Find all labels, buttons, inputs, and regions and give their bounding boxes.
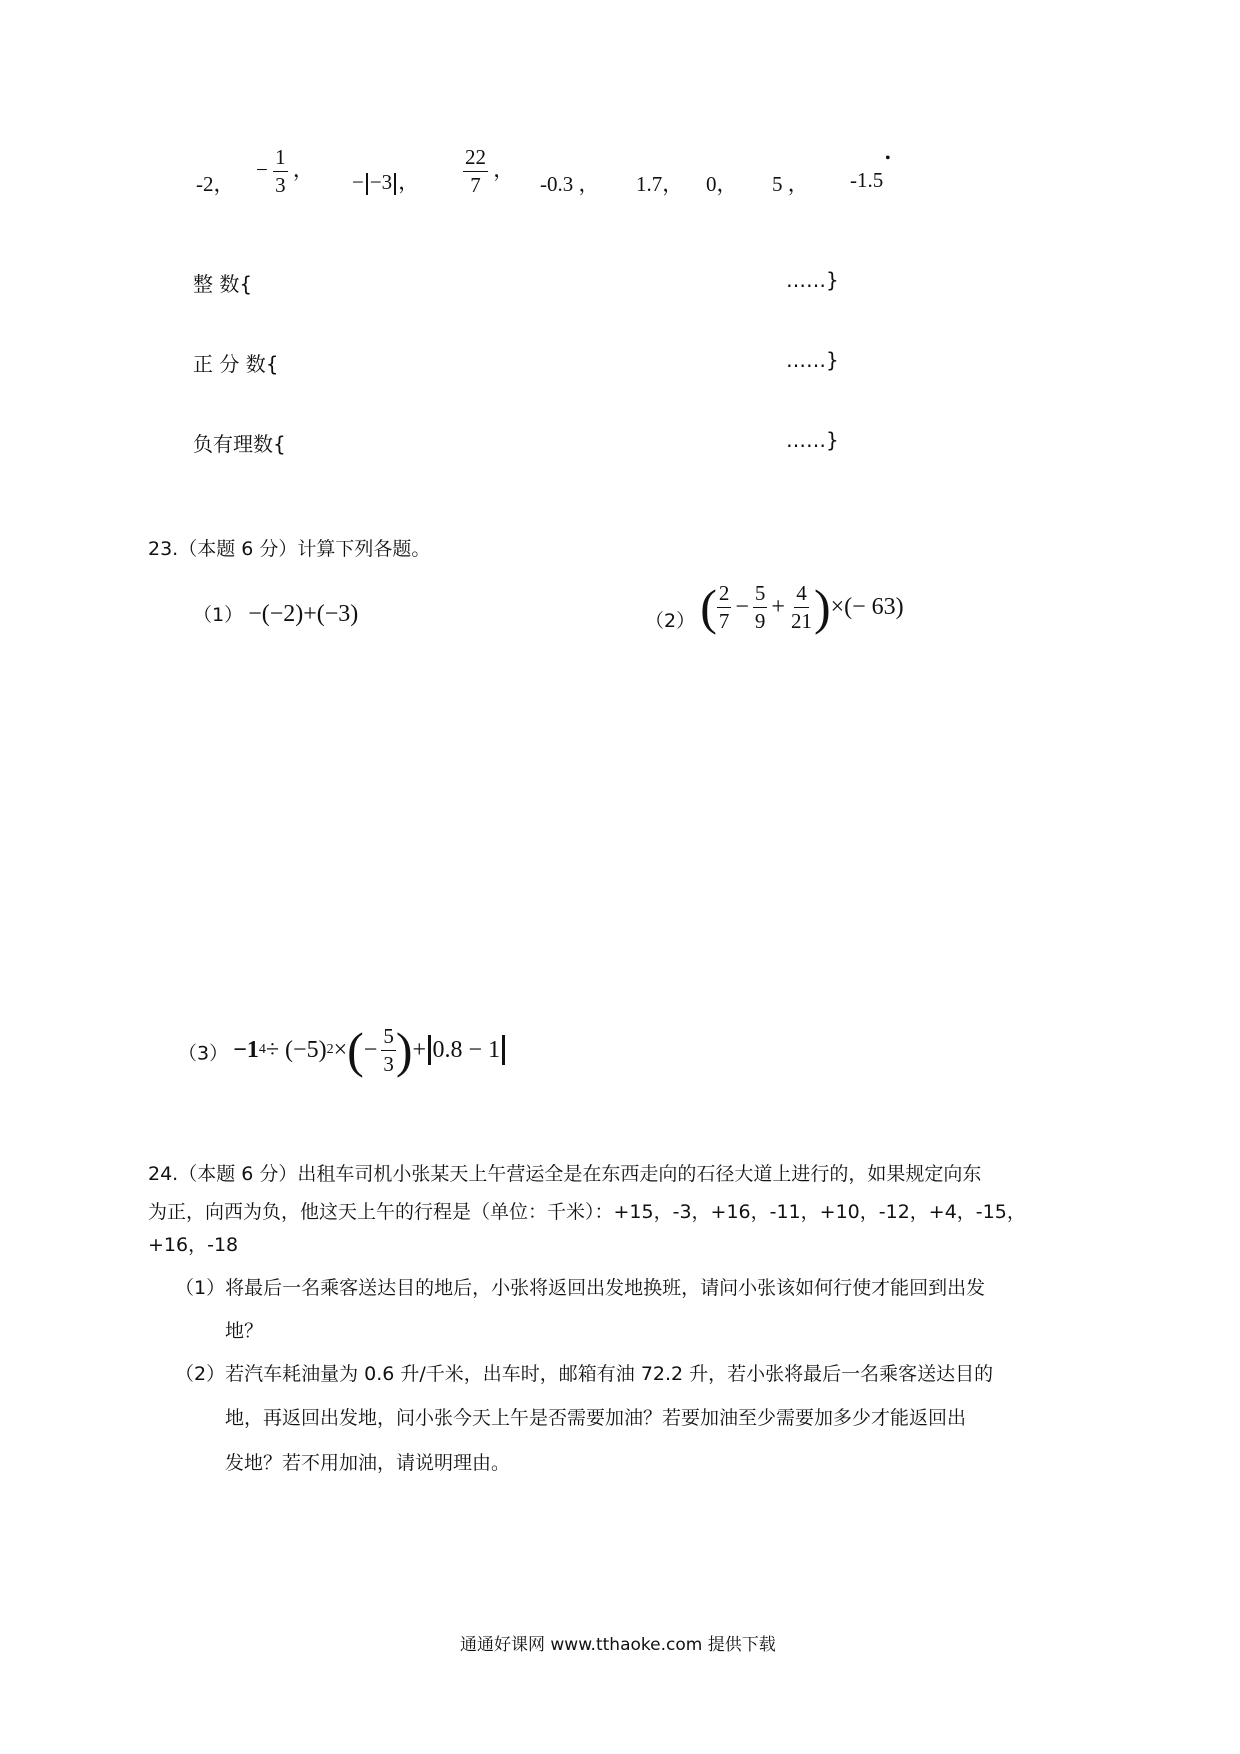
number-item: 0， (706, 172, 738, 196)
q23-part3: （3） −1 4 ÷ (−5) 2 × ( − $\frac{5}{3}$ ) + 0.8 − 1 (178, 1025, 507, 1075)
number-item: -0.3 ， (540, 172, 600, 196)
abs-bar (394, 173, 396, 195)
number-item: 5 ， (772, 172, 809, 196)
page-footer: 通通好课网 www.tthaoke.com 提供下载 (460, 1635, 776, 1655)
q23-part2-expression: ( $\frac{2}{7}$ − $\frac{5}{9}$ + $\frac{4}{21}$ ) ×(− 63) (700, 579, 904, 635)
q24-sub2-line-3: 发地？若不用加油，请说明理由。 (225, 1452, 511, 1474)
question-24-line-2: 为正，向西为负，他这天上午的行程是（单位：千米）：+15，-3，+16，-11，+10，-12，+4，-15， (148, 1201, 1026, 1223)
set-positive-fractions-end: ……} (786, 348, 839, 372)
number-item-repeating-decimal: -1.5 (850, 168, 884, 192)
q23-part3-expression: −1 4 ÷ (−5) 2 × ( − $\frac{5}{3}$ ) + 0.8 − 1 (233, 1025, 506, 1075)
abs-bar (502, 1035, 505, 1065)
set-positive-fractions-label: 正 分 数{ (193, 352, 279, 376)
q24-sub1-line-1: （1）将最后一名乘客送达目的地后，小张将返回出发地换班，请问小张该如何行使才能回到出发 (175, 1277, 986, 1299)
q23-part2: （2） ( $\frac{2}{7}$ − $\frac{5}{9}$ + $\frac{4}{21}$ ) ×(− 63) (645, 579, 904, 635)
abs-bar (428, 1035, 431, 1065)
set-negative-rationals-end: ……} (786, 428, 839, 452)
number-item-fraction: − $\frac{1}{3}$ ， (256, 145, 314, 197)
q24-sub1-line-2: 地？ (225, 1320, 264, 1342)
repeating-dot-icon: • (885, 150, 891, 167)
set-negative-rationals-label: 负有理数{ (193, 432, 286, 456)
q23-part1-expression: −(−2)+(−3) (248, 601, 359, 627)
abs-bar (366, 173, 368, 195)
question-24-line-1: 24.（本题 6 分）出租车司机小张某天上午营运全是在东西走向的石径大道上进行的，如果规定向东 (148, 1163, 982, 1185)
question-24-line-3: +16，-18 (148, 1234, 239, 1256)
q24-sub2-line-2: 地，再返回出发地，问小张今天上午是否需要加油？若要加油至少需要加多少才能返回出 (225, 1407, 967, 1429)
set-integers-end: ……} (786, 268, 839, 292)
q24-sub2-line-1: （2）若汽车耗油量为 0.6 升/千米，出车时，邮箱有油 72.2 升，若小张将最后一名乘客送达目的 (175, 1363, 994, 1385)
number-item-abs: − −3 ， (352, 170, 420, 194)
set-integers-label: 整 数{ (193, 272, 253, 296)
question-23-title: 23.（本题 6 分）计算下列各题。 (148, 538, 431, 560)
number-item: 1.7， (636, 172, 684, 196)
q23-part1: （1） −(−2)+(−3) (193, 601, 359, 627)
number-item-fraction: $\frac{22}{7}$ ， (465, 145, 515, 197)
number-item: -2， (196, 172, 235, 196)
